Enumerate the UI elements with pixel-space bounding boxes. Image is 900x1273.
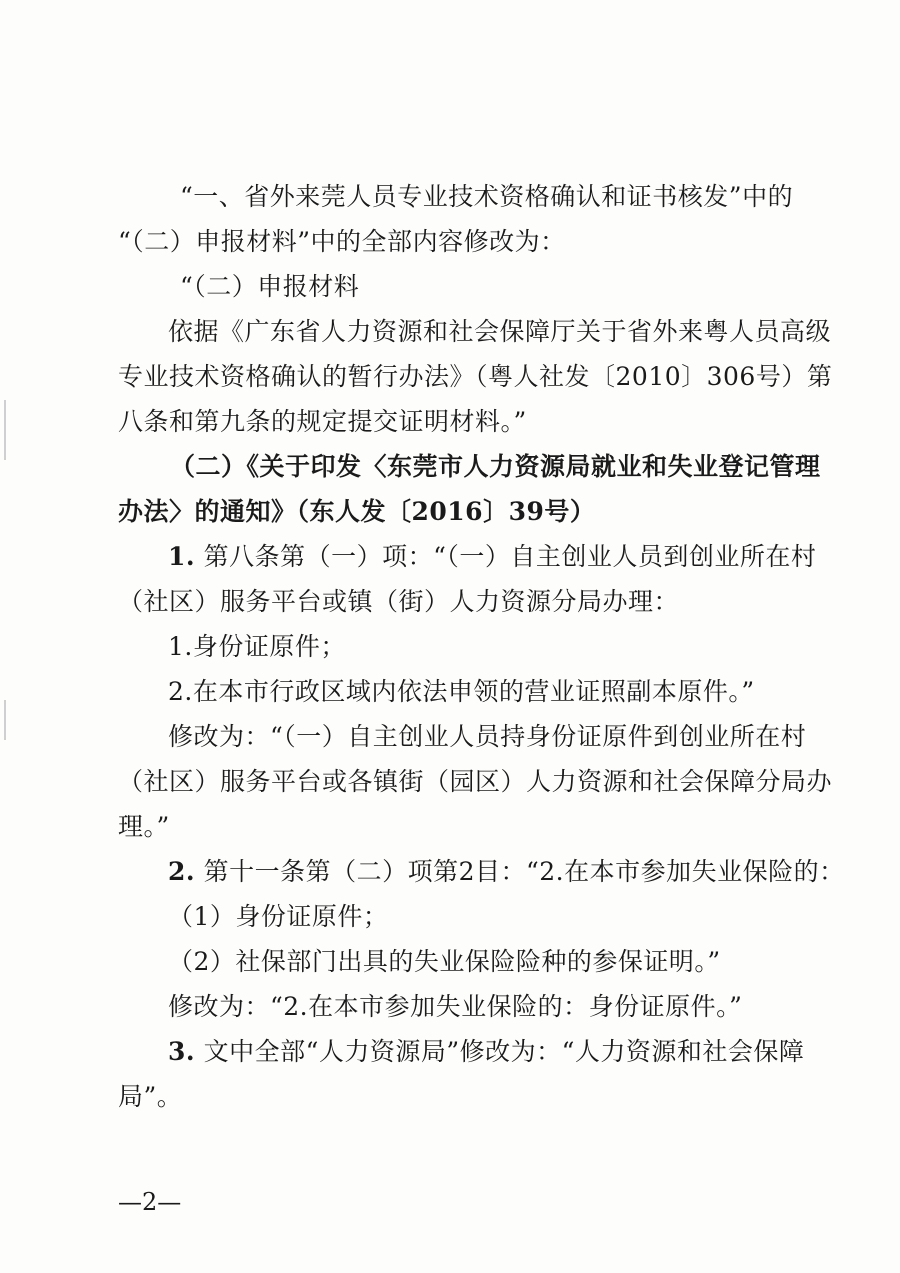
page-number: —2—	[118, 1188, 182, 1216]
section-heading-line-2: 办法〉的通知》（东人发〔2016〕39号）	[118, 497, 596, 526]
item-1-line-2: （社区）服务平台或镇（街）人力资源分局办理：	[118, 587, 680, 616]
item-2-line-2: （1）身份证原件；	[168, 902, 389, 931]
body-line-1: “一、省外来莞人员专业技术资格确认和证书核发”中的	[180, 182, 794, 211]
body-line-3: “（二）申报材料	[180, 272, 360, 301]
item-1-line-7: 理。”	[118, 812, 170, 841]
section-heading-line-1: （二）《关于印发〈东莞市人力资源局就业和失业登记管理	[170, 452, 821, 481]
body-line-4: 依据《广东省人力资源和社会保障厅关于省外来粤人员高级	[168, 317, 832, 346]
scan-edge-mark	[4, 400, 6, 460]
item-number: 3.	[168, 1037, 196, 1066]
scan-edge-mark	[4, 700, 6, 740]
item-1-line-1: 1. 第八条第（一）项：“（一）自主创业人员到创业所在村	[168, 542, 817, 571]
item-2-line-3: （2）社保部门出具的失业保险险种的参保证明。”	[168, 947, 721, 976]
item-1-line-5: 修改为：“（一）自主创业人员持身份证原件到创业所在村	[168, 722, 807, 751]
item-3-line-1: 3. 文中全部“人力资源局”修改为：“人力资源和社会保障	[168, 1037, 805, 1066]
item-2-line-1: 2. 第十一条第（二）项第2目：“2.在本市参加失业保险的：	[168, 857, 845, 886]
body-line-5: 专业技术资格确认的暂行办法》（粤人社发〔2010〕306号）第	[118, 362, 833, 391]
item-1-line-6: （社区）服务平台或各镇街（园区）人力资源和社会保障分局办	[118, 767, 833, 796]
item-1-line-3: 1.身份证原件；	[168, 632, 346, 661]
item-2-line-4: 修改为：“2.在本市参加失业保险的：身份证原件。”	[168, 992, 743, 1021]
item-number: 1.	[168, 542, 196, 571]
item-1-line-4: 2.在本市行政区域内依法申领的营业证照副本原件。”	[168, 677, 755, 706]
item-number: 2.	[168, 857, 196, 886]
body-line-6: 八条和第九条的规定提交证明材料。”	[118, 407, 527, 436]
body-line-2: “（二）申报材料”中的全部内容修改为：	[118, 227, 566, 256]
item-3-line-2: 局”。	[118, 1082, 183, 1111]
